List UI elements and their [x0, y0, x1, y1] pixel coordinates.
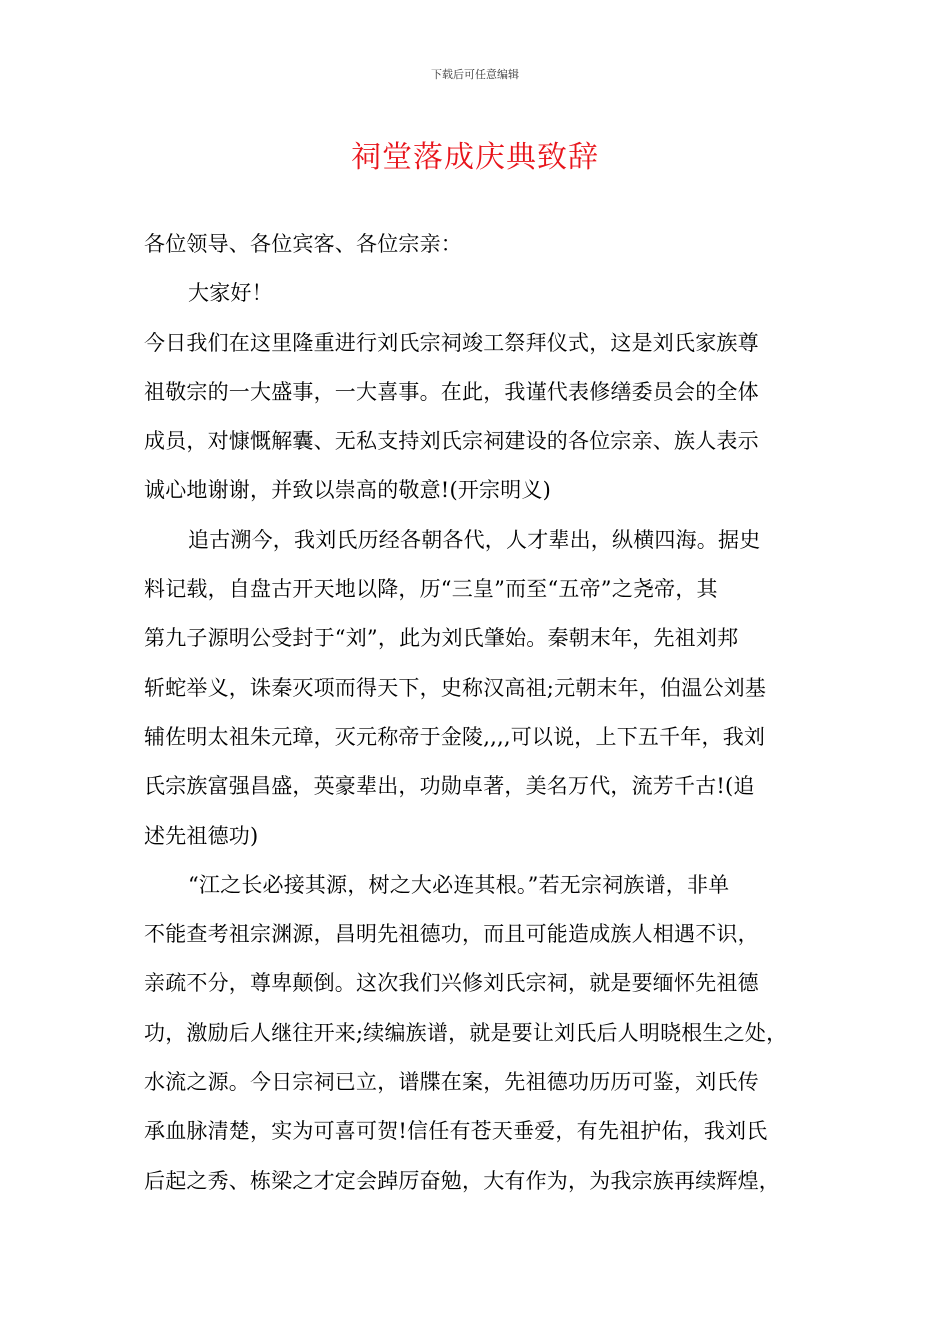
document-title: 祠堂落成庆典致辞 — [351, 140, 599, 175]
greeting-line: 大家好！ — [188, 281, 273, 306]
document-body — [144, 224, 816, 1210]
paragraph-line: 氏宗族富强昌盛，英豪辈出，功勋卓著，美名万代，流芳千古!(追 — [144, 774, 755, 799]
paragraph-line: 料记载，自盘古开天地以降，历“三皇”而至“五帝”之尧帝，其 — [144, 577, 718, 602]
paragraph-line: 水流之源。今日宗祠已立，谱牒在案，先祖德功历历可鉴，刘氏传 — [144, 1070, 759, 1095]
paragraph-line: 承血脉清楚，实为可喜可贺!信任有苍天垂爱，有先祖护佑，我刘氏 — [144, 1119, 768, 1144]
paragraph-line: 斩蛇举义，诛秦灭项而得天下，史称汉高祖;元朝末年，伯温公刘基 — [144, 675, 767, 700]
paragraph-line: 第九子源明公受封于“刘”，此为刘氏肇始。秦朝末年，先祖刘邦 — [144, 626, 739, 651]
header-note: 下载后可任意编辑 — [431, 68, 519, 81]
paragraph-line: 不能查考祖宗渊源，昌明先祖德功，而且可能造成族人相遇不识， — [144, 922, 759, 947]
paragraph-line: 今日我们在这里隆重进行刘氏宗祠竣工祭拜仪式，这是刘氏家族尊 — [144, 330, 759, 355]
paragraph-line: 辅佐明太祖朱元璋，灭元称帝于金陵,,,,可以说，上下五千年，我刘 — [144, 724, 766, 749]
paragraph-line: 亲疏不分，尊卑颠倒。这次我们兴修刘氏宗祠，就是要缅怀先祖德 — [144, 971, 759, 996]
paragraph-line: 追古溯今，我刘氏历经各朝各代，人才辈出，纵横四海。据史 — [188, 527, 761, 552]
paragraph-line: 功，激励后人继往开来;续编族谱，就是要让刘氏后人明晓根生之处， — [144, 1020, 788, 1045]
paragraph-line: “江之长必接其源，树之大必连其根。”若无宗祠族谱，非单 — [188, 872, 730, 897]
paragraph-line: 成员，对慷慨解囊、无私支持刘氏宗祠建设的各位宗亲、族人表示 — [144, 429, 759, 454]
paragraph-line: 祖敬宗的一大盛事，一大喜事。在此，我谨代表修缮委员会的全体 — [144, 379, 759, 404]
salutation-line: 各位领导、各位宾客、各位宗亲： — [144, 232, 462, 256]
paragraph-line: 诚心地谢谢，并致以崇高的敬意!(开宗明义) — [144, 478, 552, 503]
paragraph-line: 述先祖德功) — [144, 823, 259, 848]
paragraph-line: 后起之秀、栋梁之才定会踔厉奋勉，大有作为，为我宗族再续辉煌， — [144, 1168, 780, 1193]
